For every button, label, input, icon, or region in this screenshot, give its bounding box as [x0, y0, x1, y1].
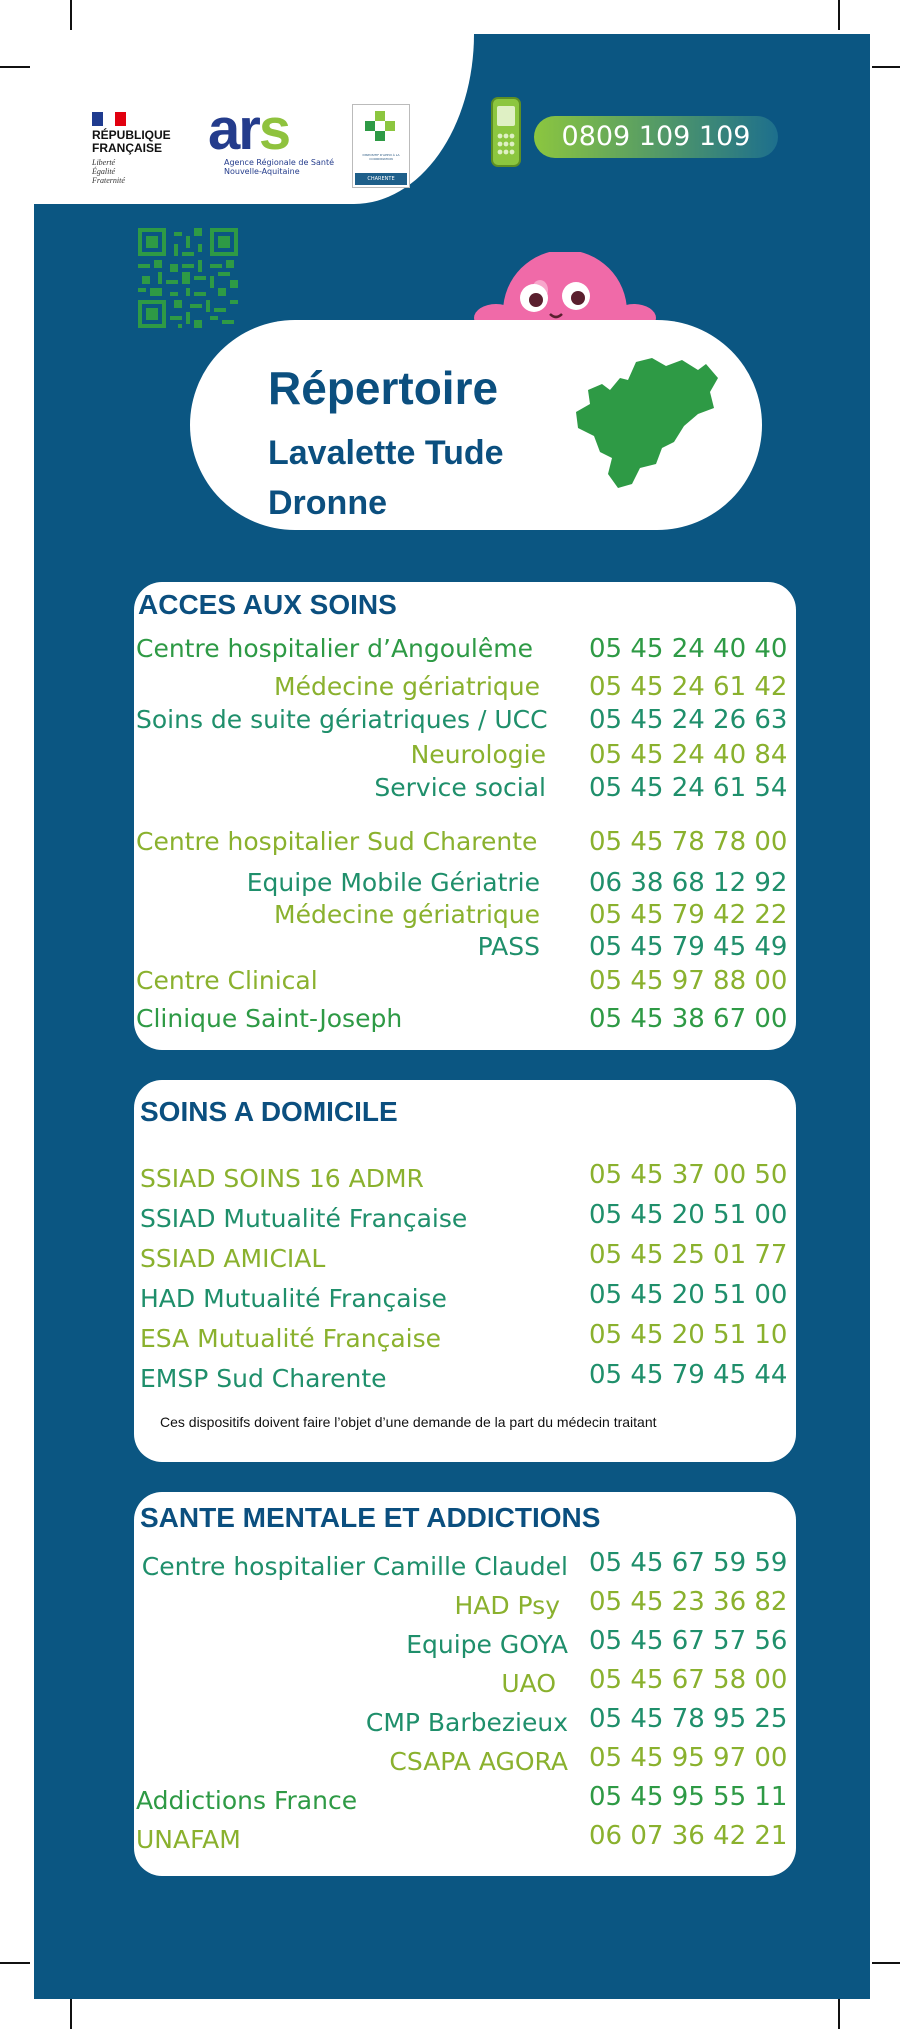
crop-mark — [0, 1962, 30, 1964]
entry-label: PASS — [477, 932, 540, 961]
entry-label: Centre Clinical — [136, 966, 318, 995]
entry-phone[interactable]: 05 45 24 40 84 — [589, 740, 788, 770]
entry-label: Addictions France — [136, 1786, 358, 1815]
entry-label: Médecine gériatrique — [274, 672, 540, 701]
entry-phone[interactable]: 05 45 78 95 25 — [589, 1704, 788, 1734]
crop-mark — [838, 1999, 840, 2029]
entry-phone[interactable]: 06 38 68 12 92 — [589, 868, 788, 898]
crop-mark — [70, 0, 72, 30]
title-line-3: Dronne — [268, 484, 387, 522]
entry-label: HAD Psy — [454, 1591, 560, 1620]
entry-label: SSIAD SOINS 16 ADMR — [140, 1164, 424, 1193]
entry-label: Clinique Saint-Joseph — [136, 1004, 403, 1033]
qr-code[interactable] — [138, 228, 238, 328]
dac-charente-logo: DISPOSITIF D'APPUI À LA COORDINATION CHARENTE — [352, 104, 410, 188]
entry-label: Centre hospitalier Camille Claudel — [141, 1552, 568, 1581]
crop-mark — [70, 1999, 72, 2029]
entry-label: Médecine gériatrique — [274, 900, 540, 929]
entry-phone[interactable]: 05 45 25 01 77 — [589, 1240, 788, 1270]
section-title-acces: ACCES AUX SOINS — [138, 589, 397, 620]
entry-label: Equipe Mobile Gériatrie — [246, 868, 540, 897]
entry-phone[interactable]: 05 45 97 88 00 — [589, 966, 788, 996]
entry-label: Neurologie — [410, 740, 546, 769]
entry-label: ESA Mutualité Française — [140, 1324, 442, 1353]
entry-phone[interactable]: 05 45 79 45 44 — [589, 1360, 788, 1390]
entry-phone[interactable]: 05 45 20 51 00 — [589, 1200, 788, 1230]
rf-motto: Liberté Égalité Fraternité — [92, 158, 125, 185]
republique-francaise-logo — [92, 112, 171, 185]
entry-label: HAD Mutualité Française — [140, 1284, 447, 1313]
hotline-number[interactable]: 0809 109 109 — [534, 116, 778, 158]
entry-label: Equipe GOYA — [406, 1630, 568, 1659]
crop-mark — [872, 1962, 900, 1964]
entry-label: Service social — [374, 773, 546, 802]
entry-phone[interactable]: 05 45 67 59 59 — [589, 1548, 788, 1578]
entry-phone[interactable]: 05 45 20 51 10 — [589, 1320, 788, 1350]
ars-subtitle: Agence Régionale de Santé Nouvelle-Aquitaine — [224, 158, 335, 176]
entry-phone[interactable]: 05 45 24 61 54 — [589, 773, 788, 803]
entry-label: CSAPA AGORA — [389, 1747, 568, 1776]
section-title-domicile: SOINS A DOMICILE — [140, 1096, 398, 1127]
mobile-phone-icon — [488, 96, 524, 168]
entry-label: Soins de suite gériatriques / UCC — [136, 705, 548, 734]
entry-label: SSIAD AMICIAL — [140, 1244, 326, 1273]
crop-mark — [872, 66, 900, 68]
entry-phone[interactable]: 05 45 79 42 22 — [589, 900, 788, 930]
entry-phone[interactable]: 05 45 38 67 00 — [589, 1004, 788, 1034]
domicile-note: Ces dispositifs doivent faire l’objet d’une demande de la part du médecin traitant — [160, 1414, 657, 1430]
section-title-mentale: SANTE MENTALE ET ADDICTIONS — [140, 1502, 601, 1533]
entry-label: SSIAD Mutualité Française — [140, 1204, 468, 1233]
entry-phone[interactable]: 05 45 20 51 00 — [589, 1280, 788, 1310]
entry-phone[interactable]: 05 45 67 58 00 — [589, 1665, 788, 1695]
title-line-2: Lavalette Tude — [268, 434, 504, 472]
entry-phone[interactable]: 05 45 23 36 82 — [589, 1587, 788, 1617]
entry-phone[interactable]: 05 45 79 45 49 — [589, 932, 788, 962]
entry-phone[interactable]: 05 45 37 00 50 — [589, 1160, 788, 1190]
entry-phone[interactable]: 05 45 78 78 00 — [589, 827, 788, 857]
entry-phone[interactable]: 05 45 24 61 42 — [589, 672, 788, 702]
entry-label: EMSP Sud Charente — [140, 1364, 387, 1393]
crop-mark — [838, 0, 840, 30]
entry-phone[interactable]: 05 45 24 26 63 — [589, 705, 788, 735]
entry-phone[interactable]: 05 45 95 55 11 — [589, 1782, 788, 1812]
crop-mark — [0, 66, 30, 68]
page-title: Répertoire — [268, 362, 499, 414]
french-flag-icon — [92, 112, 126, 126]
entry-label: CMP Barbezieux — [365, 1708, 568, 1737]
entry-label: UAO — [501, 1669, 556, 1698]
ars-logo — [208, 97, 335, 176]
entry-label: Centre hospitalier Sud Charente — [136, 827, 538, 856]
entry-phone[interactable]: 05 45 24 40 40 — [589, 634, 788, 664]
ars-wordmark: ars — [208, 97, 290, 162]
entry-phone[interactable]: 05 45 67 57 56 — [589, 1626, 788, 1656]
rf-name: RÉPUBLIQUE FRANÇAISE — [92, 128, 171, 155]
entry-label: Centre hospitalier d’Angoulême — [136, 634, 533, 663]
entry-phone[interactable]: 05 45 95 97 00 — [589, 1743, 788, 1773]
dac-cross-icon — [353, 105, 409, 151]
charente-map-icon — [574, 356, 720, 496]
entry-label: UNAFAM — [136, 1825, 241, 1854]
entry-phone[interactable]: 06 07 36 42 21 — [589, 1821, 788, 1851]
